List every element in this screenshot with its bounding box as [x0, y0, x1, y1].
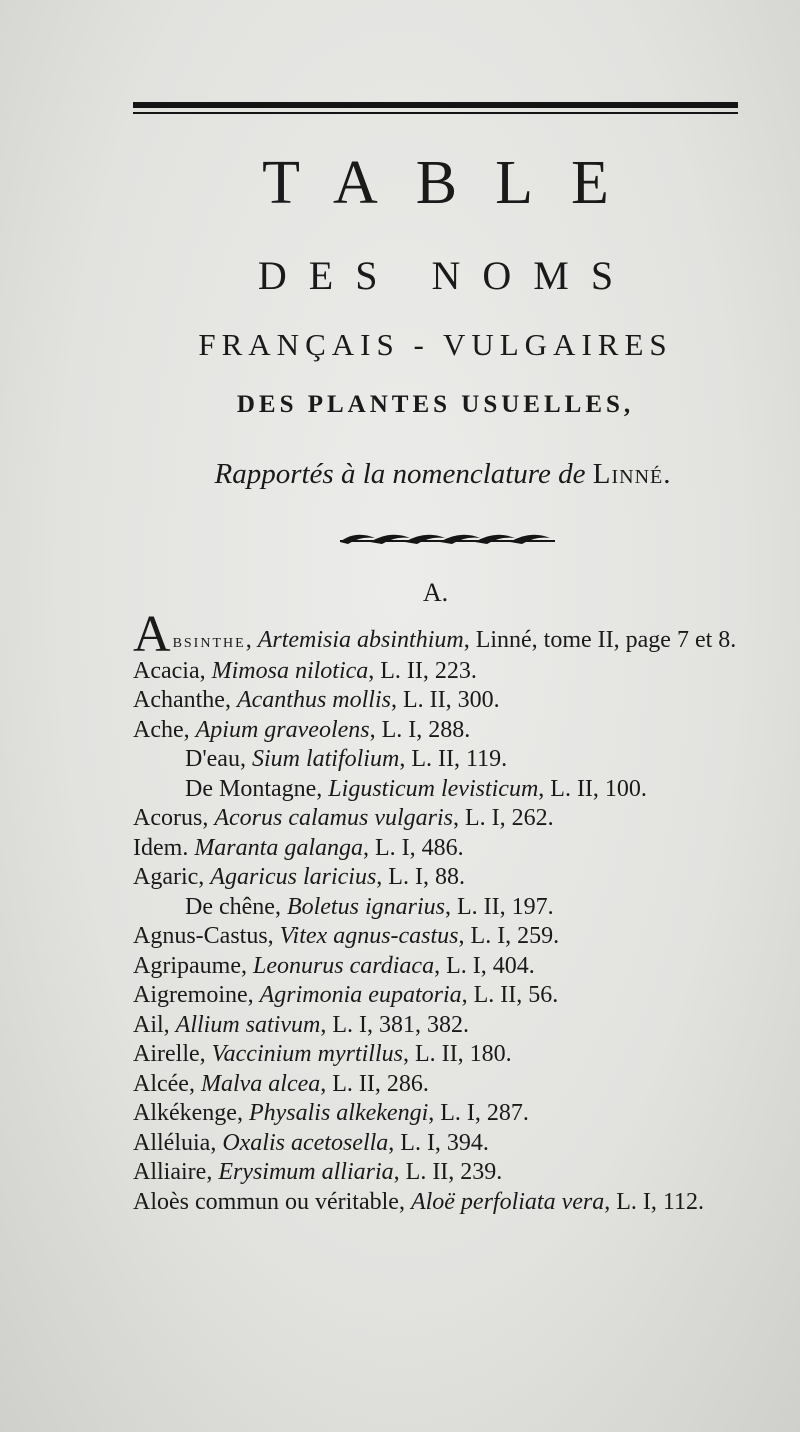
entry-reference: , L. I, 381, 382. — [320, 1011, 469, 1038]
entry-latin-name: Maranta galanga — [194, 834, 363, 861]
entry-french-name: D'eau — [185, 746, 240, 772]
entry-reference: , L. II, 197. — [444, 893, 554, 920]
entry-french-name: Acorus — [133, 805, 203, 831]
entry-reference: , L. II, 56. — [461, 982, 559, 1008]
entry-latin-name: Agrimonia eupatoria — [259, 982, 462, 1008]
entry-reference: , L. II, 180. — [402, 1041, 512, 1067]
entry-latin-name: Acorus calamus vulgaris — [214, 805, 453, 831]
list-item — [133, 657, 763, 687]
linne-name: Linné. — [592, 458, 672, 490]
entry-separator: , — [206, 1159, 219, 1185]
entry-latin-name: Leonurus cardiaca — [252, 952, 435, 979]
entry-french-name: Acacia — [133, 657, 200, 684]
section-letter: A. — [422, 578, 449, 607]
entry-separator: , — [202, 805, 215, 831]
entry-french-name: bsinthe — [172, 630, 246, 652]
list-item — [133, 922, 763, 952]
list-item — [133, 606, 763, 663]
drop-cap: A — [133, 606, 171, 663]
entry-french-name: Ail — [133, 1011, 164, 1038]
entry-latin-name: Artemisia absinthium — [257, 627, 464, 653]
list-item — [133, 745, 763, 775]
entry-reference: , L. I, 404. — [434, 952, 535, 979]
thin-rule — [133, 112, 738, 114]
entry-french-name: Alkékenge — [133, 1100, 237, 1126]
list-item — [133, 1070, 763, 1100]
entry-separator: , — [316, 775, 329, 802]
entry-latin-name: Boletus ignarius — [286, 893, 445, 920]
entry-latin-name: Oxalis acetosella — [222, 1129, 389, 1156]
subtitle-rapportes-text: Rapportés à la nomenclature de — [214, 458, 586, 490]
entry-french-name: Achanthe — [133, 687, 225, 713]
entry-latin-name: Aloë perfoliata vera — [410, 1188, 605, 1215]
entry-separator: , — [267, 923, 280, 949]
entry-separator: , — [198, 864, 211, 890]
entry-separator: , — [224, 687, 237, 713]
list-item — [133, 893, 763, 923]
subtitle-francais-vulgaires: FRANÇAIS - VULGAIRES — [198, 327, 673, 362]
entry-reference: , L. II, 100. — [538, 775, 647, 802]
entry-separator: , — [183, 716, 196, 743]
entry-reference: , Linné, tome II, page 7 et 8. — [463, 627, 737, 653]
entry-reference: , L. II, 119. — [399, 746, 508, 772]
entry-list — [133, 606, 763, 1217]
entry-reference: , L. I, 394. — [388, 1129, 489, 1156]
list-item — [133, 863, 763, 893]
entry-separator: , — [240, 952, 253, 979]
entry-separator: , — [163, 1011, 176, 1038]
entry-latin-name: Apium graveolens — [195, 716, 370, 743]
thick-rule — [133, 102, 738, 108]
entry-reference: , L. II, 300. — [390, 687, 500, 713]
entry-reference: , L. I, 287. — [428, 1100, 529, 1126]
entry-french-name: Agaric — [133, 864, 199, 890]
entry-latin-name: Physalis alkekengi — [248, 1100, 429, 1126]
entry-separator: , — [245, 627, 258, 653]
entry-separator: , — [274, 893, 287, 920]
subtitle-des-noms: DES NOMS — [257, 253, 636, 298]
entry-latin-name: Vitex agnus-castus — [279, 923, 459, 949]
list-item — [133, 1099, 763, 1129]
page-title: TABLE — [262, 149, 647, 217]
entry-latin-name: Agaricus laricius — [210, 864, 377, 890]
entry-separator: , — [236, 1100, 249, 1126]
entry-separator: , — [398, 1188, 411, 1215]
entry-french-name: Alléluia — [133, 1129, 211, 1156]
entry-latin-name: Mimosa nilotica — [211, 657, 369, 684]
entry-french-name: Alliaire — [133, 1159, 207, 1185]
entry-reference: , L. I, 262. — [452, 805, 554, 831]
entry-latin-name: Sium latifolium — [251, 746, 400, 772]
entry-french-name: De Montagne — [185, 775, 317, 802]
entry-separator: , — [210, 1129, 223, 1156]
list-item — [133, 1158, 763, 1188]
entry-french-name: Alcée — [133, 1070, 189, 1097]
decorative-ornament — [340, 528, 560, 550]
entry-reference: , L. I, 486. — [362, 834, 464, 861]
entry-separator: , — [199, 1041, 212, 1067]
subtitle-rapportes — [133, 458, 753, 491]
entry-french-name: Agripaume — [133, 952, 241, 979]
list-item — [133, 686, 763, 716]
entry-latin-name: Acanthus mollis — [236, 687, 391, 713]
entry-latin-name: Ligusticum levisticum — [328, 775, 539, 802]
subtitle-plantes-usuelles: DES PLANTES USUELLES, — [236, 391, 635, 418]
entry-latin-name: Malva alcea — [200, 1070, 321, 1097]
entry-latin-name: Allium sativum — [175, 1011, 321, 1038]
list-item — [133, 1040, 763, 1070]
entry-latin-name: Erysimum alliaria — [218, 1159, 394, 1185]
entry-separator: , — [199, 657, 212, 684]
entry-separator: , — [188, 1070, 201, 1097]
list-item — [133, 952, 763, 982]
list-item — [133, 1011, 763, 1041]
entry-french-name: Aigremoine — [133, 982, 248, 1008]
entry-separator: , — [247, 982, 260, 1008]
header-double-rule — [133, 102, 738, 116]
entry-french-name: Airelle — [133, 1041, 200, 1067]
list-item — [133, 775, 763, 805]
entry-latin-name: Vaccinium myrtillus — [211, 1041, 403, 1067]
entry-reference: , L. I, 88. — [376, 864, 465, 890]
list-item — [133, 981, 763, 1011]
entry-french-name: Aloès commun ou véritable — [133, 1188, 399, 1215]
list-item — [133, 834, 763, 864]
entry-reference: , L. II, 239. — [393, 1159, 503, 1185]
list-item — [133, 804, 763, 834]
entry-reference: , L. II, 286. — [320, 1070, 429, 1097]
list-item — [133, 1129, 763, 1159]
entry-reference: , L. I, 259. — [458, 923, 560, 949]
entry-french-name: Agnus-Castus — [133, 923, 268, 949]
list-item — [133, 716, 763, 746]
entry-reference: , L. I, 288. — [369, 716, 471, 743]
entry-french-name: Idem. — [133, 834, 189, 861]
entry-french-name: Ache — [133, 716, 184, 743]
entry-reference: , L. I, 112. — [604, 1188, 704, 1215]
entry-french-name: De chêne — [185, 893, 275, 920]
list-item — [133, 1188, 763, 1218]
entry-separator: , — [239, 746, 252, 772]
entry-reference: , L. II, 223. — [368, 657, 477, 684]
